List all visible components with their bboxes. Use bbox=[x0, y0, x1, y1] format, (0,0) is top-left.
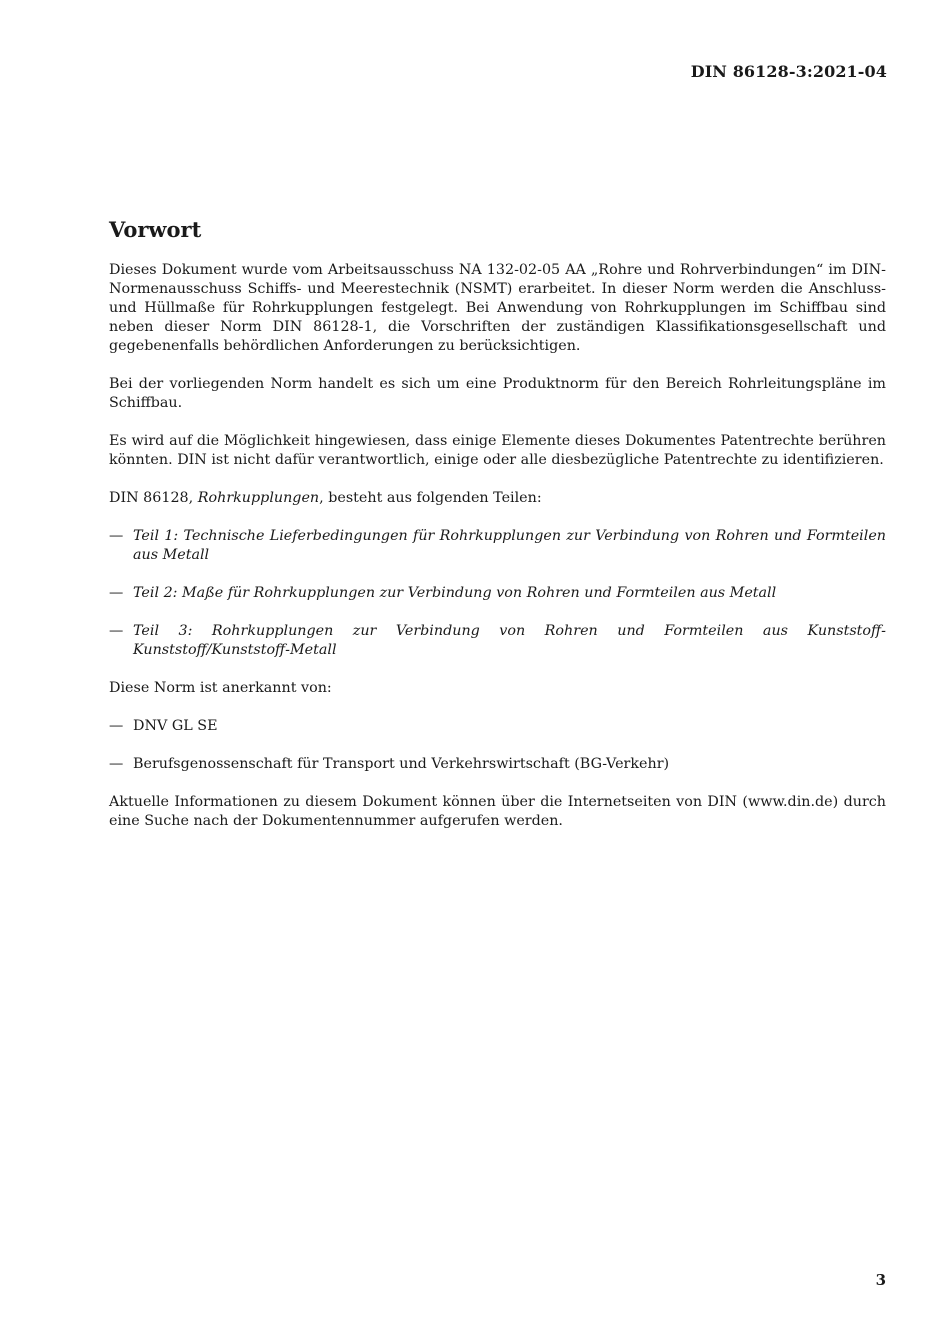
recognition-intro: Diese Norm ist anerkannt von: bbox=[109, 680, 332, 696]
list-item-part-1: — Teil 1: Technische Lieferbedingungen für Rohrkupplungen zur Verbindung von Rohren und Formteilen aus Metall bbox=[109, 527, 886, 565]
paragraph-patent-notice: Es wird auf die Möglichkeit hingewiesen, dass einige Elemente dieses Dokumentes Patentrechte berühren könnten. DIN ist nicht dafür verantwortlich, einige oder alle diesbezügliche Patentrechte zu identifizieren. bbox=[109, 433, 886, 468]
document-code: DIN 86128-3:2021-04 bbox=[690, 62, 887, 81]
recognition-list bbox=[109, 717, 886, 774]
parts-intro-title: Rohrkupplungen bbox=[197, 490, 320, 506]
parts-intro-suffix: , besteht aus folgenden Teilen: bbox=[319, 490, 542, 506]
list-item-part-3: — Teil 3: Rohrkupplungen zur Verbindung von Rohren und Formteilen aus Kunststoff-Kunststoff/Kunststoff-Metall bbox=[109, 622, 886, 660]
section-title: Vorwort bbox=[109, 217, 202, 242]
page-number: 3 bbox=[875, 1271, 886, 1289]
parts-list bbox=[109, 527, 886, 660]
list-item-part-2: — Teil 2: Maße für Rohrkupplungen zur Verbindung von Rohren und Formteilen aus Metall bbox=[109, 584, 886, 603]
paragraph-committee: Dieses Dokument wurde vom Arbeitsausschuss NA 132-02-05 AA „Rohre und Rohrverbindungen“ im DIN-Normenausschuss Schiffs- und Meerestechnik (NSMT) erarbeitet. In dieser Norm werden die Anschluss- und Hüllmaße für Rohrkupplungen festgelegt. Bei Anwendung von Rohrkupplungen im Schiffbau sind neben dieser Norm DIN 86128-1, die Vorschriften der zuständigen Klassifikationsgesellschaft und gegebenenfalls behördlichen Anforderungen zu berücksichtigen. bbox=[109, 262, 886, 354]
list-item-recognizer-1: — DNV GL SE bbox=[109, 717, 886, 736]
parts-intro bbox=[109, 489, 886, 508]
parts-intro-prefix: DIN 86128, bbox=[109, 490, 198, 506]
paragraph-product-standard: Bei der vorliegenden Norm handelt es sich um eine Produktnorm für den Bereich Rohrleitungspläne im Schiffbau. bbox=[109, 376, 886, 411]
list-item-recognizer-2: — Berufsgenossenschaft für Transport und Verkehrswirtschaft (BG-Verkehr) bbox=[109, 755, 886, 774]
paragraph-closing: Aktuelle Informationen zu diesem Dokument können über die Internetseiten von DIN (www.din.de) durch eine Suche nach der Dokumentennummer aufgerufen werden. bbox=[109, 794, 886, 829]
foreword-section bbox=[109, 217, 886, 850]
